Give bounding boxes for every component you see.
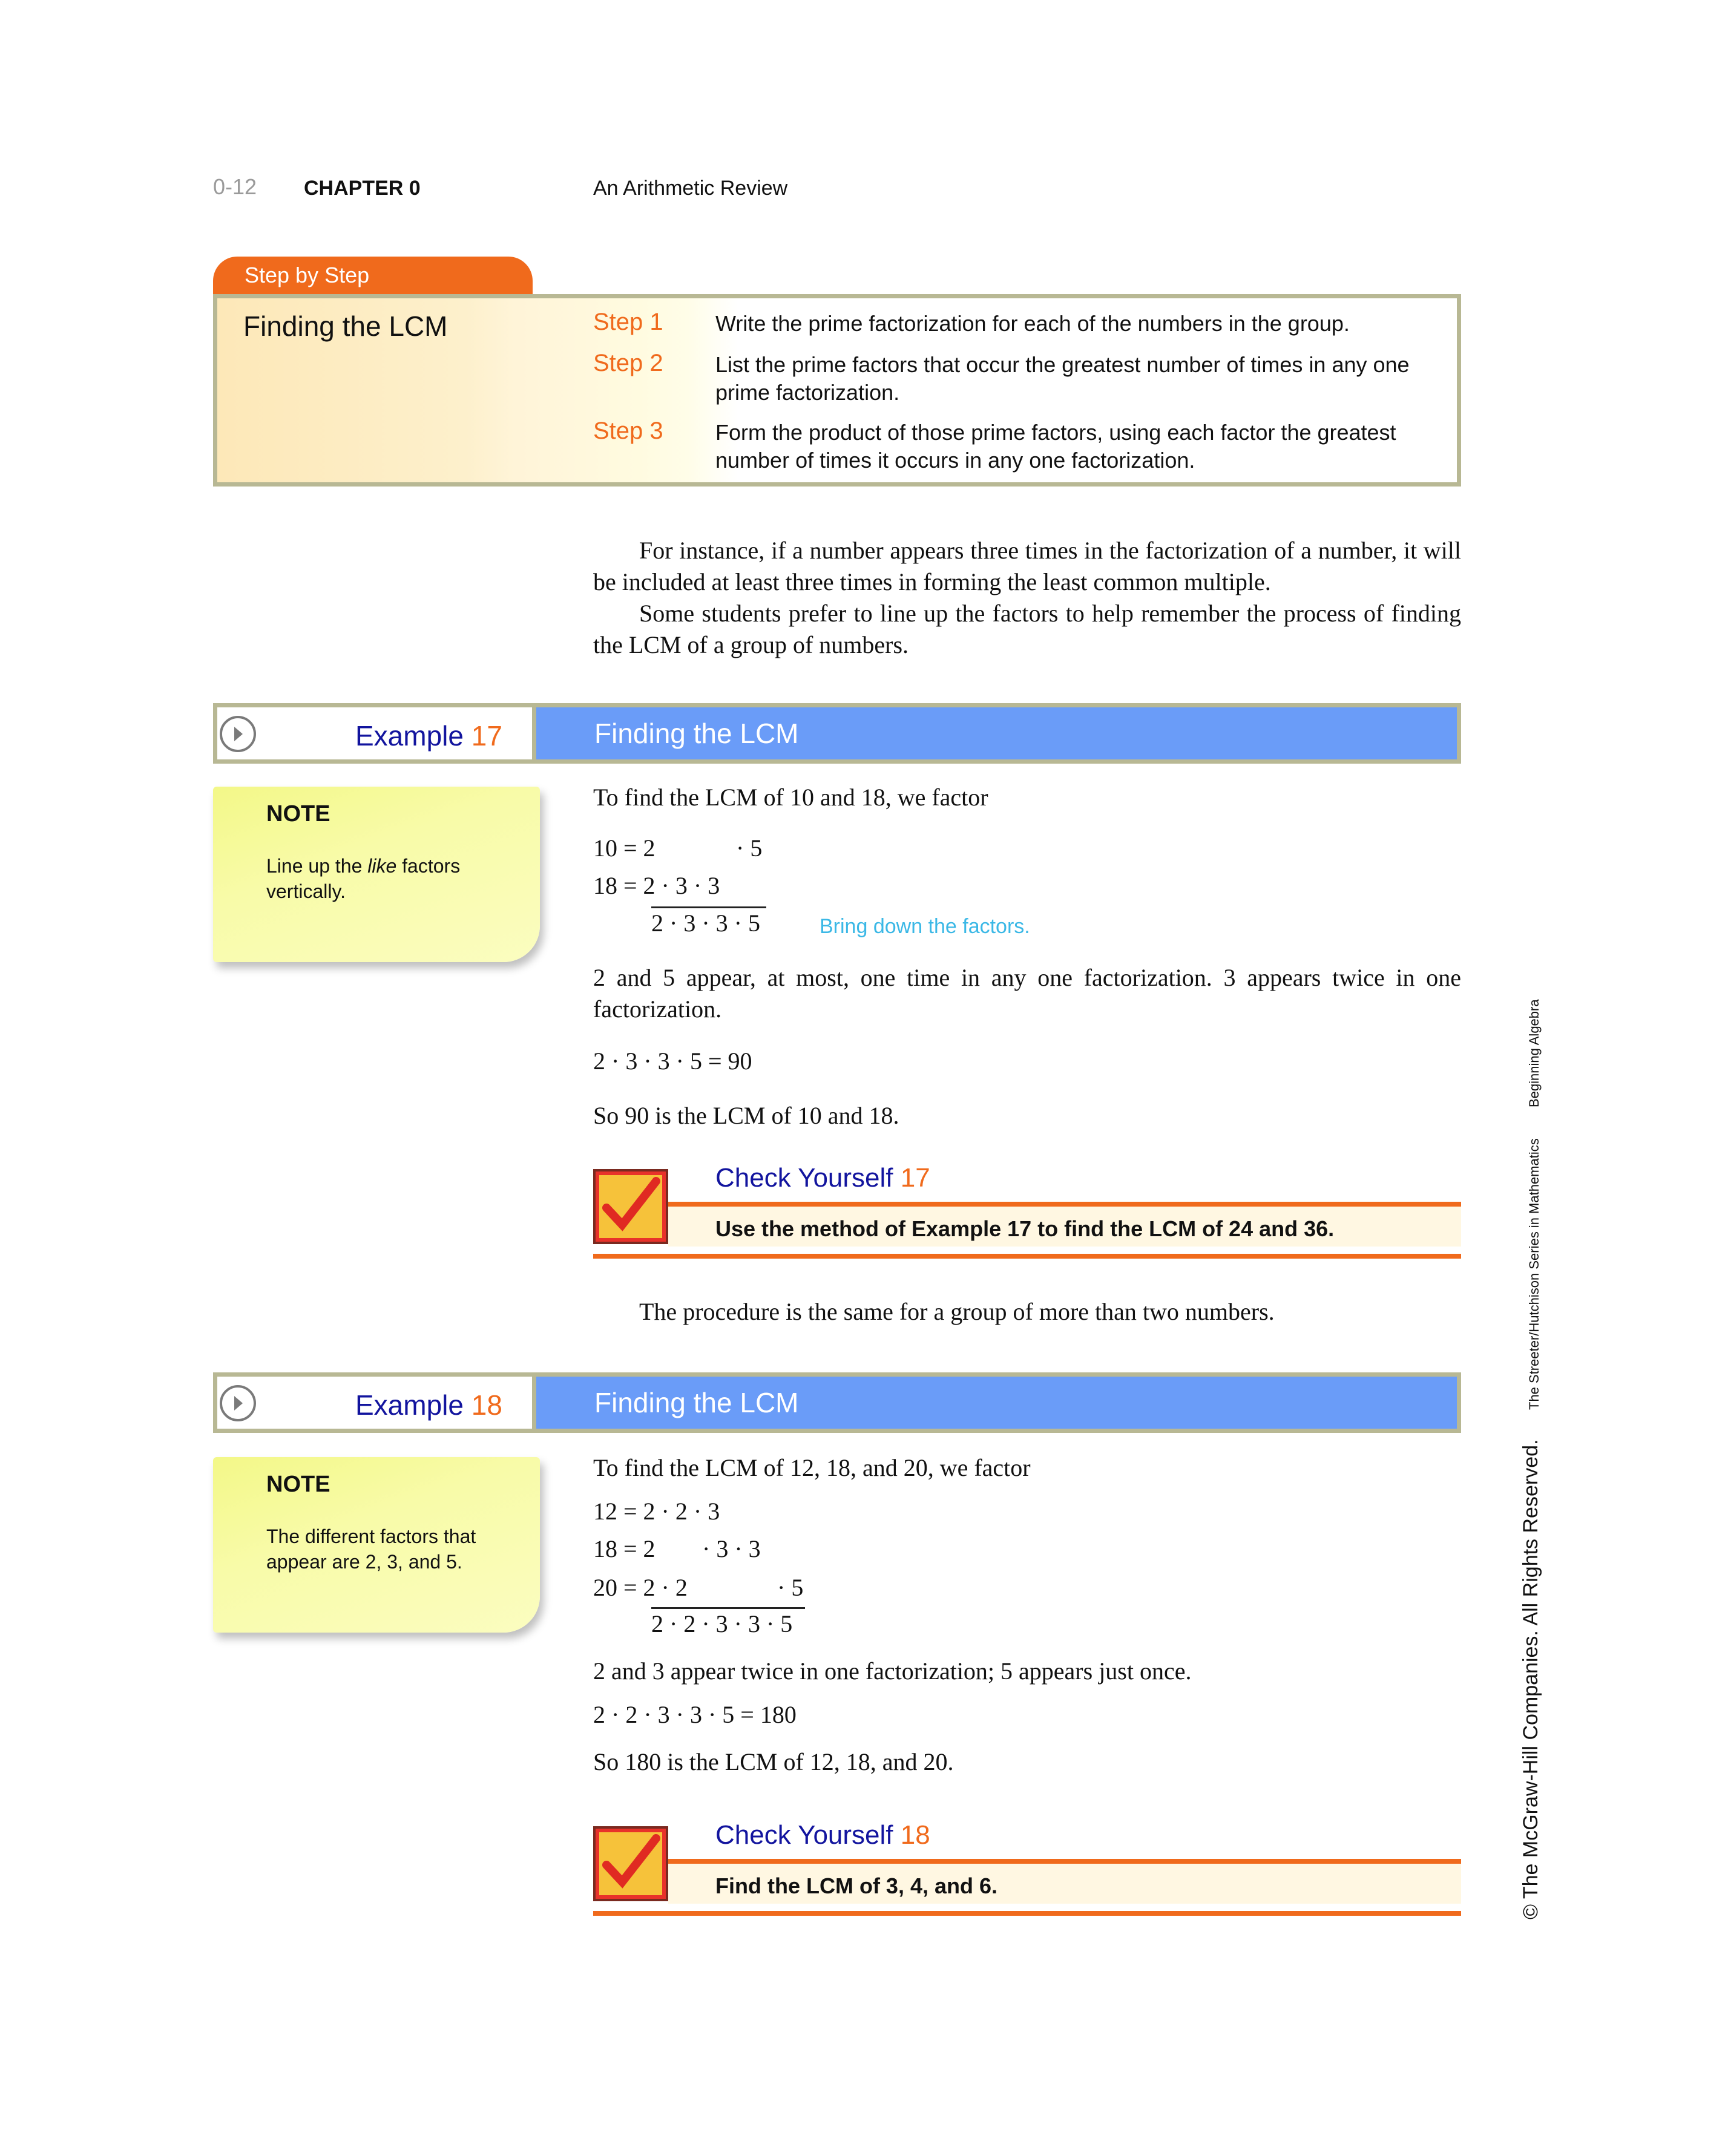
chapter-title: An Arithmetic Review <box>593 177 788 200</box>
example-18-label <box>355 1389 502 1421</box>
factor-row-18-rest: · 3 · 3 <box>702 1535 761 1562</box>
step-2-label: Step 2 <box>593 350 663 376</box>
transition-paragraph: The procedure is the same for a group of more than two numbers. <box>639 1298 1275 1325</box>
example-17-label <box>355 719 502 752</box>
factor-row-20-rest: · 5 <box>777 1574 804 1601</box>
check-yourself-18-title <box>715 1820 930 1850</box>
factor-row-12: 12 = 2 · 2 · 3 <box>593 1498 720 1525</box>
note-heading: NOTE <box>266 1472 330 1497</box>
note-box <box>213 1457 540 1633</box>
note-text-pre: Line up the <box>266 855 368 877</box>
check-yourself-17-title <box>715 1163 930 1193</box>
step-by-step-title: Finding the LCM <box>243 310 448 342</box>
check-yourself-18-text: Find the LCM of 3, 4, and 6. <box>715 1873 998 1898</box>
side-copyright: © The McGraw-Hill Companies. All Rights Reserved. <box>1519 1439 1542 1919</box>
note-text-emphasis: like <box>367 855 397 877</box>
example-number: 17 <box>471 720 502 752</box>
note-box <box>213 787 540 962</box>
side-book-title: Beginning Algebra <box>1526 999 1542 1107</box>
example-17-explain: 2 and 5 appear, at most, one time in any one factorization. 3 appears twice in one factorization. <box>593 964 1461 1023</box>
example-word: Example <box>355 720 464 752</box>
result-row: 2 · 2 · 3 · 3 · 5 <box>651 1610 793 1637</box>
check-icon <box>593 1826 668 1901</box>
example-18-conclusion: So 180 is the LCM of 12, 18, and 20. <box>593 1748 954 1775</box>
example-18-intro: To find the LCM of 12, 18, and 20, we factor <box>593 1454 1031 1481</box>
check-number: 17 <box>900 1163 930 1193</box>
note-heading: NOTE <box>266 801 330 827</box>
example-18-explain: 2 and 3 appear twice in one factorization; 5 appears just once. <box>593 1657 1192 1685</box>
example-17-intro: To find the LCM of 10 and 18, we factor <box>593 784 988 811</box>
intro-paragraph-1: For instance, if a number appears three times in the factorization of a number, it will be included at least three times in forming the least common multiple. <box>593 537 1461 595</box>
check-top-rule <box>668 1202 1461 1207</box>
note-text: The different factors that appear are 2, 3, and 5. <box>266 1525 476 1573</box>
factor-row-10: 10 = 2 <box>593 834 656 862</box>
step-by-step-tab: Step by Step <box>213 257 533 294</box>
example-17-title: Finding the LCM <box>536 703 1461 764</box>
check-label: Check Yourself <box>715 1820 893 1850</box>
factor-row-18: 18 = 2 · 3 · 3 <box>593 872 720 899</box>
check-label: Check Yourself <box>715 1163 893 1193</box>
check-top-rule <box>668 1859 1461 1864</box>
factor-row-10-rest: · 5 <box>736 834 763 862</box>
step-3-label: Step 3 <box>593 418 663 444</box>
check-number: 18 <box>900 1820 930 1850</box>
note-text-post: factors vertically. <box>266 855 461 902</box>
check-yourself-17-text: Use the method of Example 17 to find the LCM of 24 and 36. <box>715 1216 1335 1241</box>
step-1-text: Write the prime factorization for each of the numbers in the group. <box>715 311 1350 336</box>
example-18-label-box <box>213 1372 536 1433</box>
note-text <box>266 853 521 904</box>
side-series-title: The Streeter/Hutchison Series in Mathematics <box>1526 1138 1542 1410</box>
page-number: 0-12 <box>213 174 257 199</box>
intro-paragraph-2: Some students prefer to line up the factors to help remember the process of finding the LCM of a group of numbers. <box>593 600 1461 658</box>
sum-line <box>651 906 766 908</box>
play-icon <box>220 1385 256 1421</box>
example-number: 18 <box>471 1389 502 1421</box>
example-17-product: 2 · 3 · 3 · 5 = 90 <box>593 1047 752 1075</box>
result-row: 2 · 3 · 3 · 5 <box>651 909 760 937</box>
play-icon <box>220 716 256 752</box>
check-icon <box>593 1169 668 1244</box>
factor-row-18: 18 = 2 <box>593 1535 656 1562</box>
example-18-title: Finding the LCM <box>536 1372 1461 1433</box>
example-17-conclusion: So 90 is the LCM of 10 and 18. <box>593 1102 899 1129</box>
step-3-text: Form the product of those prime factors, using each factor the greatest number of times it occurs in any one factorization. <box>715 420 1396 473</box>
example-18-product: 2 · 2 · 3 · 3 · 5 = 180 <box>593 1701 797 1728</box>
step-2-text: List the prime factors that occur the greatest number of times in any one prime factorization. <box>715 352 1410 405</box>
factor-row-20: 20 = 2 · 2 <box>593 1574 688 1601</box>
example-17-label-box <box>213 703 536 764</box>
check-bottom-rule <box>593 1254 1461 1259</box>
check-bottom-rule <box>593 1911 1461 1916</box>
step-1-label: Step 1 <box>593 309 663 335</box>
chapter-label: CHAPTER 0 <box>304 177 421 200</box>
sum-line <box>651 1607 805 1609</box>
example-word: Example <box>355 1389 464 1421</box>
hint-text: Bring down the factors. <box>820 915 1030 938</box>
